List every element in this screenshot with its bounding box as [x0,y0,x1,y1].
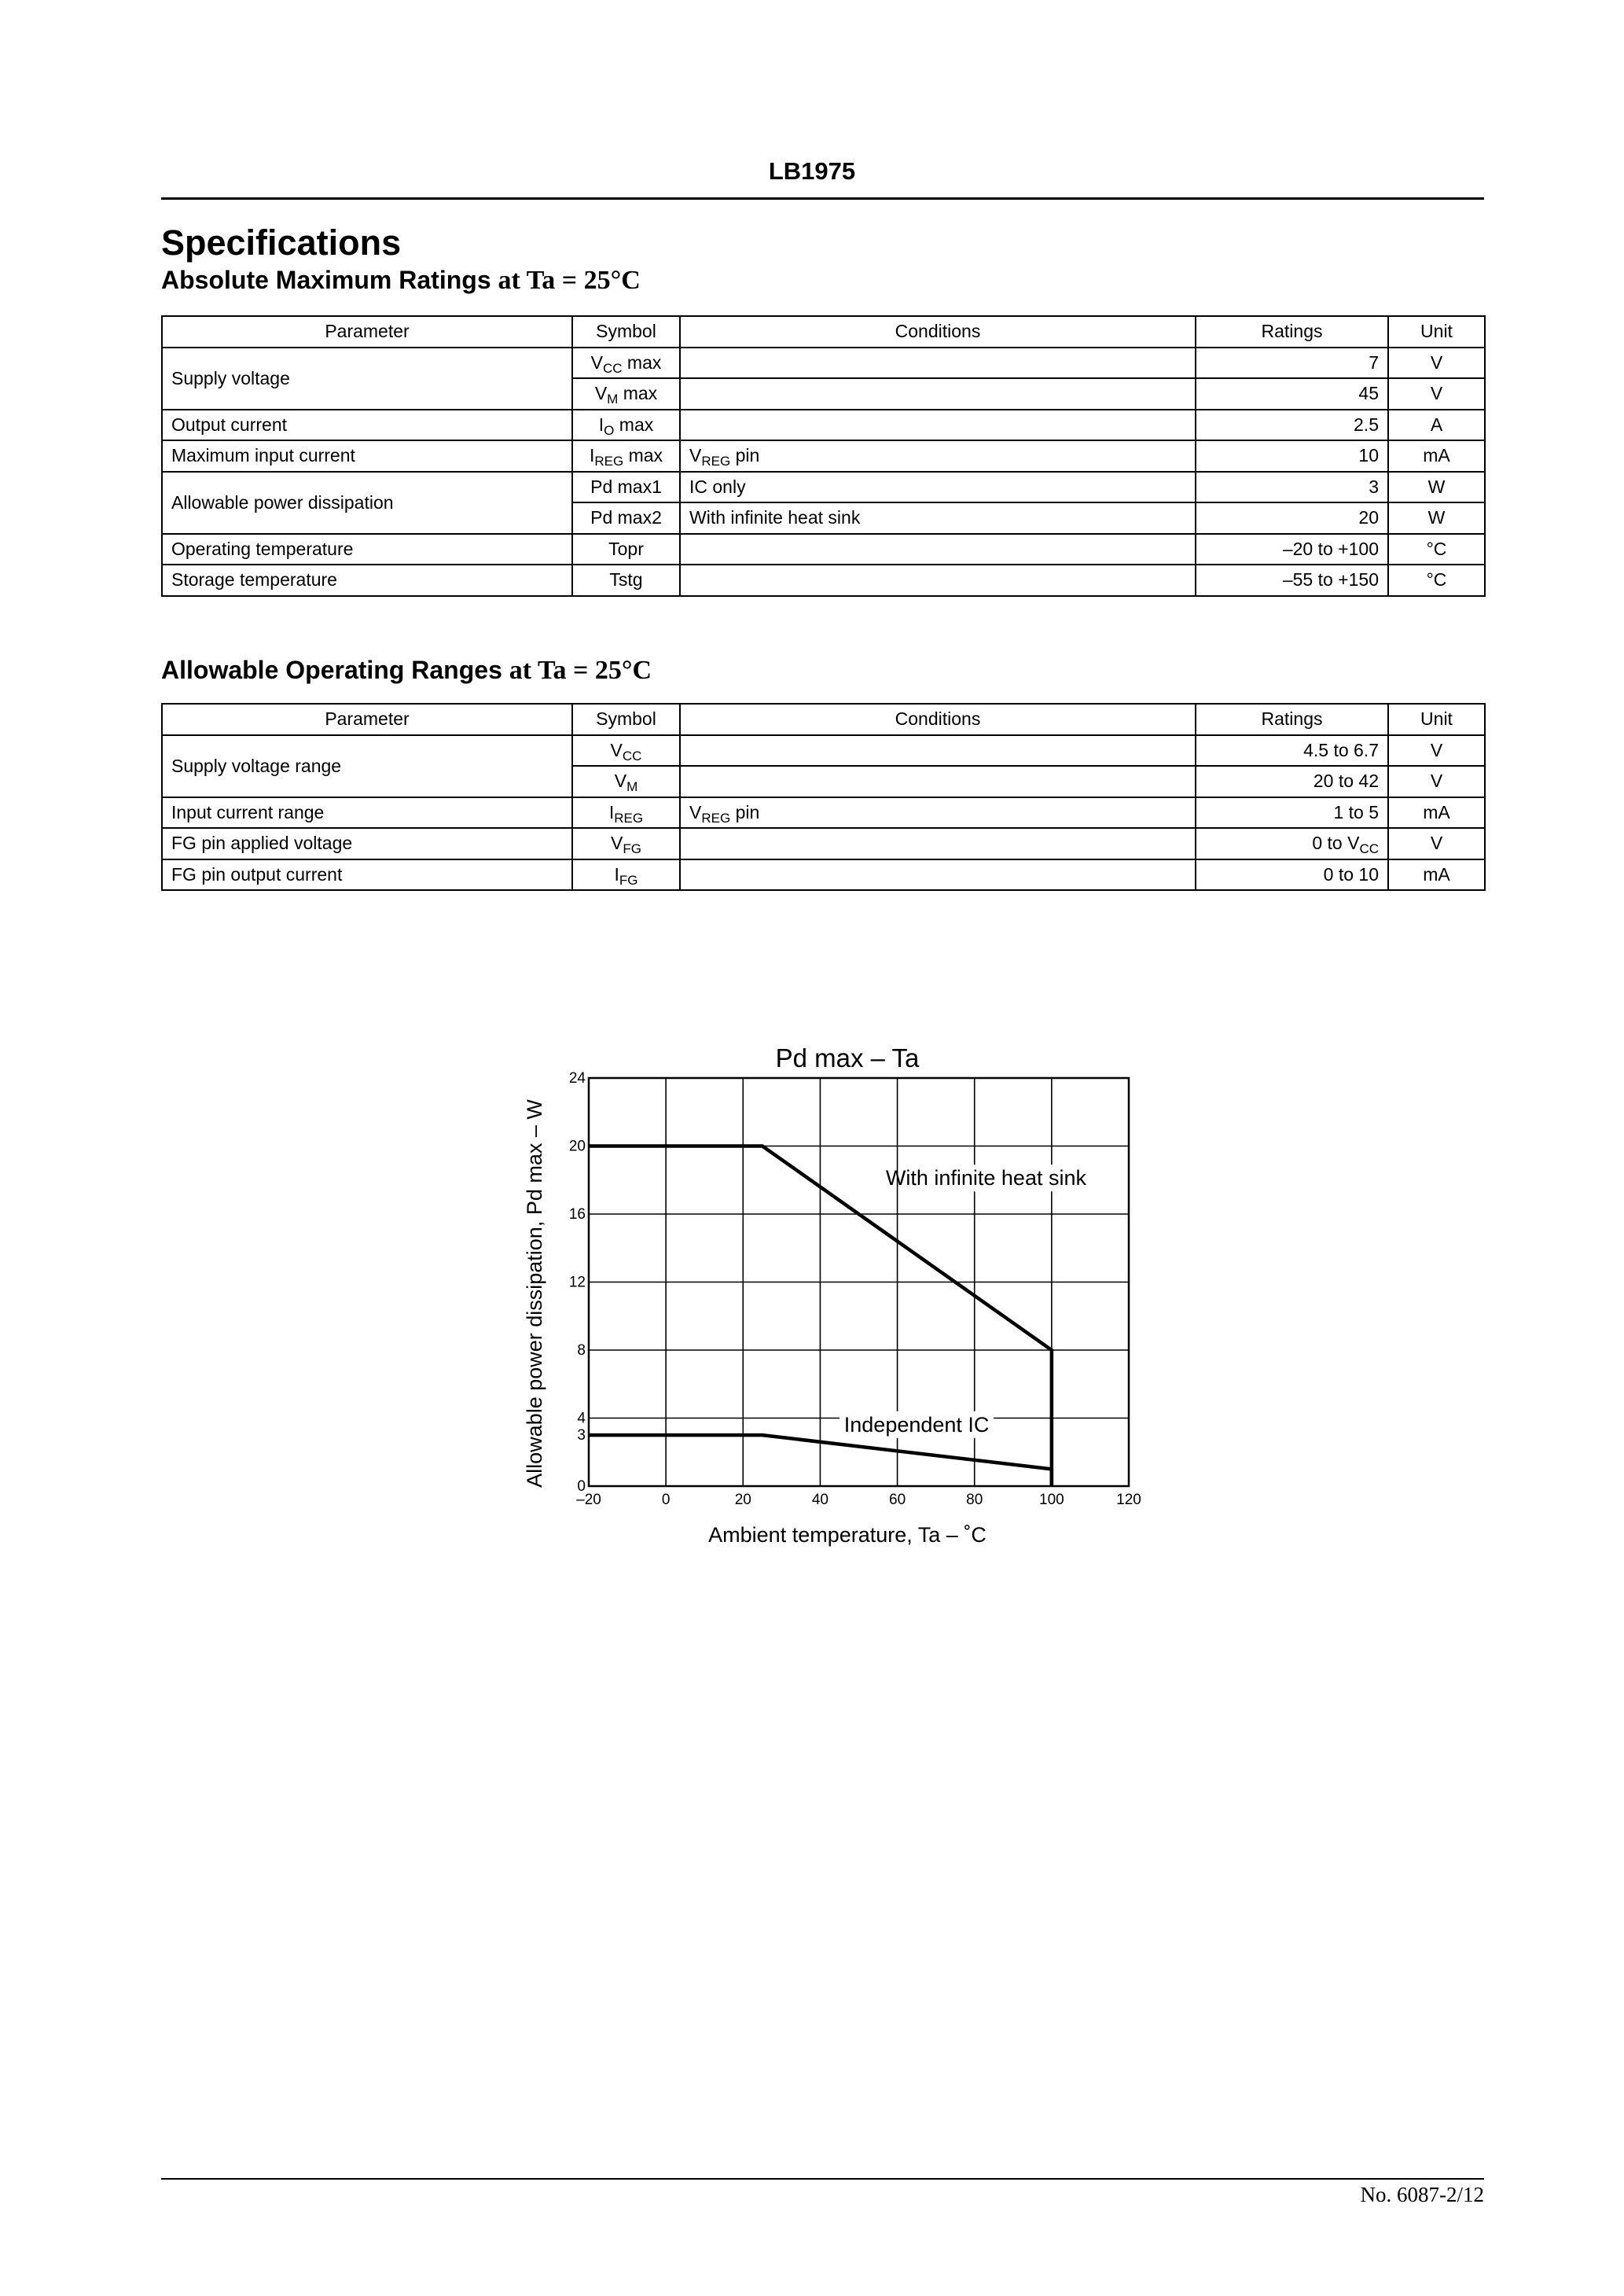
ratings-cell [1196,766,1388,797]
conditions-cell [680,828,1196,859]
rating-value: 7 [1369,351,1379,373]
parameter-cell: Allowable power dissipation [162,472,572,534]
unit-cell: W [1388,472,1485,503]
column-header: Ratings [1196,704,1388,735]
table-row [162,410,1485,441]
header-rule [161,197,1484,200]
ratings-cell [1196,502,1388,534]
cell-text: V [590,351,603,373]
table-header-row [162,316,1485,348]
table-row [162,348,1485,379]
ratings-cell [1196,410,1388,441]
ratings-cell [1196,440,1388,472]
x-tick-label: –20 [576,1492,601,1508]
symbol-cell [572,565,680,596]
ratings-cell [1196,534,1388,565]
cell-subscript: REG [701,810,731,826]
column-header: Parameter [162,704,572,735]
cell-text-suffix: max [618,383,658,404]
operating-ranges-table [161,703,1486,891]
symbol-cell [572,735,680,767]
column-header: Symbol [572,316,680,348]
cell-subscript: O [604,422,615,438]
unit-cell: °C [1388,565,1485,596]
unit-cell: V [1388,828,1485,859]
cell-subscript: CC [602,360,623,376]
cell-text: V [610,739,623,760]
symbol-cell [572,502,680,534]
y-tick-label: 0 [577,1478,586,1495]
footer-rule [161,2178,1484,2180]
cell-text: V [689,801,702,822]
table-row [162,859,1485,891]
symbol-cell [572,410,680,441]
parameter-cell: FG pin output current [162,859,572,891]
x-tick-label: 40 [811,1492,829,1508]
column-header: Ratings [1196,316,1388,348]
cell-text: Pd max1 [590,476,662,497]
table-row [162,472,1485,503]
y-tick-label: 12 [568,1274,586,1291]
op-ranges-condition: at Ta = 25°C [509,656,652,685]
cell-text: I [608,801,615,822]
cell-subscript: FG [619,872,638,888]
cell-text-suffix: max [622,351,662,373]
cell-text: I [614,863,619,885]
column-header: Conditions [680,704,1196,735]
unit-cell: V [1388,735,1485,767]
rating-value: 3 [1369,476,1379,497]
symbol-cell [572,472,680,503]
cell-text-suffix: max [614,414,654,435]
cell-text: Topr [608,538,644,559]
table-row [162,735,1485,767]
unit-cell: mA [1388,797,1485,829]
cell-text-suffix: max [623,445,663,466]
unit-cell: °C [1388,534,1485,565]
cell-subscript: FG [623,841,641,857]
table-row [162,828,1485,859]
cell-text: 0 to V [1312,833,1360,854]
table-row [162,534,1485,565]
x-tick-label: 60 [889,1492,906,1508]
cell-subscript: M [607,392,619,407]
parameter-cell: Input current range [162,797,572,829]
column-header: Unit [1388,316,1485,348]
symbol-cell [572,378,680,410]
cell-text: 20 to 42 [1313,771,1379,792]
y-tick-label: 3 [577,1427,586,1444]
conditions-cell [680,735,1196,767]
parameter-cell: Supply voltage [162,348,572,410]
cell-text: I [589,445,595,466]
cell-text: Tstg [609,569,643,591]
table-row [162,565,1485,596]
conditions-cell [680,348,1196,379]
symbol-cell [572,859,680,891]
document-number: No. 6087-2/12 [1360,2183,1484,2206]
cell-text: 1 to 5 [1333,801,1379,822]
chart-title: Pd max – Ta [775,1043,920,1073]
cell-text: V [614,771,627,792]
ratings-cell [1196,472,1388,503]
abs-max-heading [161,266,641,296]
abs-max-title: Absolute Maximum Ratings [161,266,491,294]
conditions-cell [680,502,1196,534]
x-tick-label: 100 [1039,1492,1064,1508]
cell-text: V [611,833,623,854]
cell-text: V [689,445,702,466]
symbol-cell [572,534,680,565]
symbol-cell [572,440,680,472]
abs-max-condition: at Ta = 25°C [498,266,641,295]
ratings-cell [1196,348,1388,379]
table-row [162,797,1485,829]
conditions-cell [680,472,1196,503]
ratings-cell [1196,859,1388,891]
rating-value: –20 to +100 [1282,538,1379,559]
unit-cell: V [1388,766,1485,797]
cell-text-suffix: pin [730,445,760,466]
conditions-cell [680,440,1196,472]
y-tick-label: 20 [568,1138,586,1155]
x-axis-label: Ambient temperature, Ta – ˚C [708,1523,987,1547]
conditions-cell [680,859,1196,891]
parameter-cell: Supply voltage range [162,735,572,797]
ratings-cell [1196,828,1388,859]
parameter-cell: Maximum input current [162,440,572,472]
y-tick-label: 8 [577,1342,586,1359]
y-axis-label: Allowable power dissipation, Pd max – W [523,1099,546,1488]
column-header: Parameter [162,316,572,348]
cell-subscript: CC [1359,841,1379,857]
cell-text-suffix: pin [730,801,760,822]
parameter-cell: Output current [162,410,572,441]
ratings-cell [1196,797,1388,829]
y-tick-label: 24 [568,1070,586,1087]
column-header: Symbol [572,704,680,735]
conditions-cell [680,565,1196,596]
symbol-cell [572,766,680,797]
symbol-cell [572,348,680,379]
parameter-cell: Operating temperature [162,534,572,565]
cell-text: IC only [689,476,746,497]
unit-cell: mA [1388,859,1485,891]
unit-cell: W [1388,502,1485,534]
op-ranges-heading [161,656,652,686]
cell-text: V [594,383,608,404]
cell-subscript: REG [594,454,624,469]
op-ranges-title: Allowable Operating Ranges [161,656,502,684]
unit-cell: V [1388,378,1485,410]
ratings-cell [1196,378,1388,410]
y-tick-label: 16 [568,1206,586,1223]
cell-text: 0 to 10 [1323,863,1379,885]
parameter-cell: FG pin applied voltage [162,828,572,859]
cell-subscript: CC [622,748,642,763]
unit-cell: A [1388,410,1485,441]
specifications-heading: Specifications [161,223,402,263]
unit-cell: V [1388,348,1485,379]
table-row [162,440,1485,472]
column-header: Conditions [680,316,1196,348]
document-header-title: LB1975 [768,157,856,185]
table-header-row [162,704,1485,735]
cell-subscript: M [626,779,638,795]
pd-max-ta-chart [519,1038,1141,1573]
x-tick-label: 120 [1116,1492,1141,1508]
series-label: Independent IC [843,1412,990,1437]
column-header: Unit [1388,704,1485,735]
cell-text: Pd max2 [590,507,662,528]
rating-value: 20 [1358,507,1379,528]
ratings-cell [1196,565,1388,596]
symbol-cell [572,797,680,829]
conditions-cell [680,766,1196,797]
parameter-cell: Storage temperature [162,565,572,596]
rating-value: 2.5 [1354,414,1379,435]
rating-value: 45 [1358,383,1379,404]
conditions-cell [680,534,1196,565]
series-label: With infinite heat sink [885,1166,1086,1190]
unit-cell: mA [1388,440,1485,472]
cell-subscript: REG [701,454,731,469]
y-tick-label: 4 [577,1410,586,1427]
cell-text: 4.5 to 6.7 [1303,739,1379,760]
cell-text: I [598,414,604,435]
conditions-cell [680,797,1196,829]
x-tick-label: 20 [734,1492,751,1508]
conditions-cell [680,378,1196,410]
conditions-cell [680,410,1196,441]
symbol-cell [572,828,680,859]
ratings-cell [1196,735,1388,767]
absolute-maximum-ratings-table [161,315,1486,597]
x-tick-label: 0 [661,1492,671,1508]
rating-value: –55 to +150 [1282,569,1379,591]
cell-subscript: REG [614,810,644,826]
cell-text: With infinite heat sink [689,507,861,528]
x-tick-label: 80 [966,1492,983,1508]
rating-value: 10 [1358,445,1379,466]
